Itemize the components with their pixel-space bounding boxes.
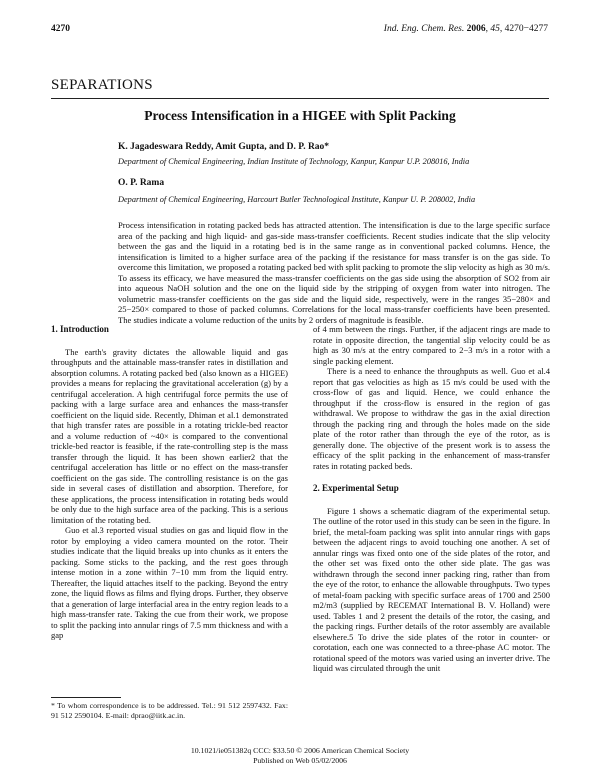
introduction-heading: 1. Introduction bbox=[51, 324, 109, 334]
affiliation-1: Department of Chemical Engineering, Indian Institute of Technology, Kanpur, Kanpur U.P. 208016, India bbox=[118, 157, 470, 166]
journal-pages: 4270−4277 bbox=[504, 24, 548, 34]
abstract: Process intensification in rotating packed beds has attracted attention. The intensification is due to the large specific surface area of the packing and high liquid- and gas-side mass-transfer coefficients. Recent studies indicate that the slip velocity between the gas and the liquid in a rotating bed is in the same range as in conventional packed columns. Hence, the intensification is limited to a higher surface area of the packing if the resistance for mass transfer is on the gas side. To overcome this limitation, we proposed a rotating packed bed with split packing to promote the slip velocity as high as 30 m/s. To assess its efficacy, we have measured the mass-transfer coefficients on the gas side using the absorption of SO2 from air into aqueous NaOH solution and the one on the liquid side by the stripping of oxygen from water into nitrogen. The volumetric mass-transfer coefficients on the gas side and the liquid side, respectively, were in the ranges 35−280× and 25−250× compared to those of packed columns. Correlations for the local mass-transfer coefficients have been presented. The studies indicate a volume reduction of the units by 2 orders of magnitude is feasible. bbox=[118, 220, 550, 325]
doi-footer: 10.1021/ie051382q CCC: $33.50 © 2006 American Chemical Society bbox=[190, 746, 410, 755]
running-head: Ind. Eng. Chem. Res. 2006, 45, 4270−4277 bbox=[383, 24, 548, 34]
column-right bbox=[313, 324, 550, 674]
intro-paragraph-1: The earth's gravity dictates the allowable liquid and gas throughputs and the attainable mass-transfer rates in distillation and absorption columns. A rotating packed bed (also known as a HIGEE) provides a means for replacing the gravitational acceleration (g) by a centrifugal acceleration. A high centrifugal force permits the use of packing with a large surface area and enhances the mass-transfer coefficient on the liquid side. Recently, Dhiman et al.1 demonstrated that high transfer rates are possible in a rotating trickle-bed reactor and a volume reduction of ~40× is compared to the conventional trickle-bed reactor is feasible, if the rate-controlling step is the mass transfer through the liquid. It has been shown earlier2 that the centrifugal acceleration has little or no effect on the mass-transfer coefficient on the gas side. The controlling resistance is on the gas side in several cases of distillation and absorption. Therefore, for these applications, the process intensification in rotating beds would be only due to the high surface area of the packing. This is a serious limitation of the rotating bed. bbox=[51, 346, 288, 525]
intro-paragraph-4: There is a need to enhance the throughputs as well. Guo et al.4 report that gas velocities as high as 15 m/s could be used with the cross-flow of gas and liquid. Hence, we could enhance the throughput if the cross-flow is ensured in the region of gas withdrawal. We propose to withdraw the gas in the axial direction through the packing ring and through the holes made on the side plate of the rotor rather than through the eye of the rotor, as is generally done. The objective of the present work is to assess the efficacy of the split packing in the enhancement of mass-transfer rates in rotating packed beds. bbox=[313, 366, 550, 471]
experimental-heading: 2. Experimental Setup bbox=[313, 483, 399, 493]
journal-year: 2006 bbox=[466, 24, 486, 34]
footnote-divider bbox=[51, 697, 121, 698]
authors-group-2: O. P. Rama bbox=[118, 178, 165, 188]
intro-paragraph-2: Guo et al.3 reported visual studies on gas and liquid flow in the rotor by employing a video camera mounted on the rotor. Their studies indicate that the liquid breaks up into chunks as it enters the packing. Some sticks to the packing, and the rest goes through intense motion in a zone within 7−10 mm from the liquid entry. Thereafter, the liquid attaches itself to the packing. Beyond the entry zone, the liquid flows as films and flying drops. Further, they observe that a generation of large interfacial area in the entry region leads to a high mass-transfer rate. Taking the cue from their work, we propose to split the packing into annular rings of 7.5 mm thickness and with a gap bbox=[51, 525, 288, 640]
article-title: Process Intensification in a HIGEE with Split Packing bbox=[144, 108, 456, 123]
journal-volume: 45 bbox=[490, 24, 500, 34]
intro-paragraph-3: of 4 mm between the rings. Further, if the adjacent rings are made to rotate in opposite direction, the tangential slip velocity could be as high as 30 m/s at the entry compared to 2−3 m/s in a rotor with a single packing element. bbox=[313, 324, 550, 366]
journal-name: Ind. Eng. Chem. Res. bbox=[383, 24, 465, 34]
authors-group-1: K. Jagadeswara Reddy, Amit Gupta, and D. P. Rao* bbox=[118, 142, 330, 152]
correspondence-footnote: * To whom correspondence is to be addressed. Tel.: 91 512 2597432. Fax: 91 512 2590104. E-mail: dprao@iitk.ac.in. bbox=[51, 701, 288, 720]
page-number: 4270 bbox=[51, 24, 70, 34]
column-left bbox=[51, 324, 288, 641]
section-divider bbox=[51, 98, 549, 99]
experimental-paragraph-1: Figure 1 shows a schematic diagram of the experimental setup. The outline of the rotor used in this study can be seen in the figure. In brief, the metal-foam packing was split into annular rings with gaps between the adjacent rings to avoid touching one another. A set of annular rings was fixed onto one of the side plates of the rotor, and the other set was fixed onto the other side plate. The gas was withdrawn through the second inner packing ring, rather than from the eye of the rotor, to enhance the allowable throughputs. Two types of metal-foam packing with specific surface areas of 1700 and 2500 m2/m3 (supplied by RECEMAT International B. V. Holland) were used. Tables 1 and 2 present the details of the rotor, the casing, and the packing rings. Further details of the rotor assembly are available elsewhere.5 To drive the side plates of the rotor in counter- or corotation, each one was connected to a three-phase AC motor. The rotational speed of the motors was varied using an inverter drive. The liquid was circulated through the unit bbox=[313, 505, 550, 673]
section-title: SEPARATIONS bbox=[51, 77, 153, 93]
affiliation-2: Department of Chemical Engineering, Harcourt Butler Technological Institute, Kanpur U. P. 208002, India bbox=[118, 195, 476, 204]
published-date: Published on Web 05/02/2006 bbox=[253, 756, 347, 765]
